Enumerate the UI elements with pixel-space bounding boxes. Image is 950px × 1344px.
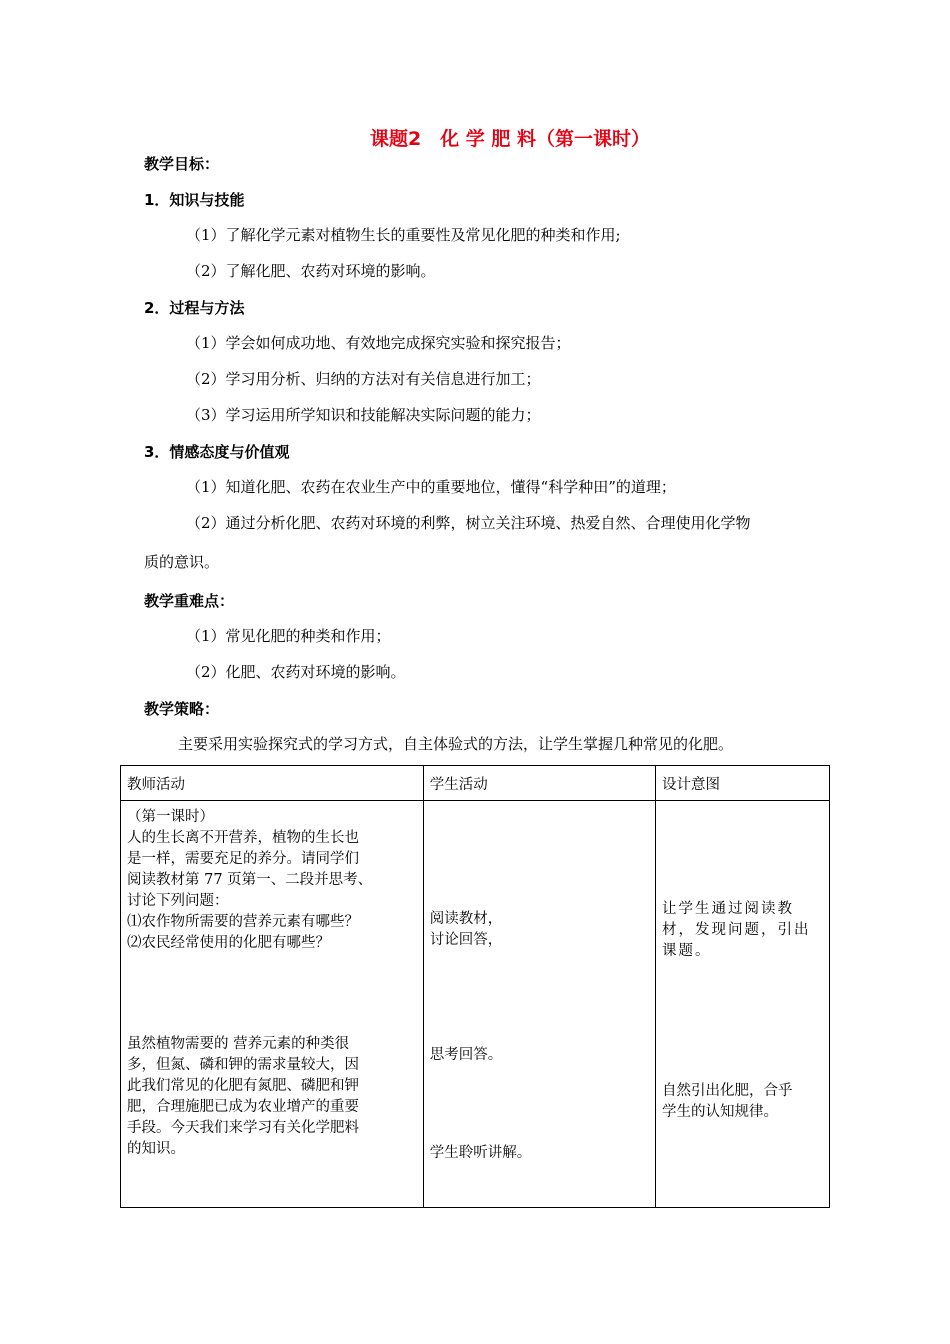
teacher-line: 多，但氮、磷和钾的需求量较大，因 <box>127 1057 359 1073</box>
section-item: （1）学会如何成功地、有效地完成探究实验和探究报告； <box>186 334 571 352</box>
section-item: （1）知道化肥、农药在农业生产中的重要地位，懂得“科学种田”的道理； <box>186 478 676 496</box>
key-points-heading: 教学重难点： <box>144 592 235 610</box>
student-line: 学生聆听讲解。 <box>429 1145 532 1161</box>
teacher-line: 的知识。 <box>127 1141 185 1157</box>
design-line: 学生的认知规律。 <box>662 1104 778 1120</box>
strategy-text: 主要采用实验探究式的学习方式，自主体验式的方法，让学生掌握几种常见的化肥。 <box>178 735 734 753</box>
header-student-activity: 学生活动 <box>423 766 655 801</box>
table-row <box>121 801 830 1208</box>
goals-heading: 教学目标： <box>144 155 220 173</box>
design-intent-cell <box>656 801 830 1208</box>
teacher-line: ⑵农民经常使用的化肥有哪些？ <box>127 935 330 951</box>
key-point-item: （2）化肥、农药对环境的影响。 <box>186 663 406 681</box>
design-line: 让学生通过阅读教 <box>662 901 794 917</box>
table-header-row <box>121 766 830 801</box>
section-heading: 3．情感态度与价值观 <box>144 443 290 461</box>
section-item-continuation: 质的意识。 <box>144 553 220 571</box>
teacher-line: 此我们常见的化肥有氮肥、磷肥和钾 <box>127 1078 359 1094</box>
header-design-intent: 设计意图 <box>656 766 830 801</box>
section-item: （2）了解化肥、农药对环境的影响。 <box>186 262 436 280</box>
teacher-line: 虽然植物需要的 营养元素的种类很 <box>127 1036 350 1052</box>
teacher-line: 人的生长离不开营养，植物的生长也 <box>127 830 359 846</box>
teacher-line: ⑴农作物所需要的营养元素有哪些？ <box>127 914 359 930</box>
section-item: （2）通过分析化肥、农药对环境的利弊，树立关注环境、热爱自然、合理使用化学物 <box>186 514 751 532</box>
design-line: 自然引出化肥，合乎 <box>662 1083 793 1099</box>
page-title: 课题2 化 学 肥 料（第一课时） <box>369 128 651 150</box>
student-line: 讨论回答， <box>429 932 503 948</box>
section-item: （2）学习用分析、归纳的方法对有关信息进行加工； <box>186 370 541 388</box>
student-line: 思考回答。 <box>429 1047 503 1063</box>
design-line: 材，发现问题，引出 <box>662 922 811 938</box>
teacher-line: 肥，合理施肥已成为农业增产的重要 <box>127 1099 359 1115</box>
teacher-line: 讨论下列问题： <box>127 893 229 909</box>
strategy-heading: 教学策略： <box>144 700 220 718</box>
section-heading: 2．过程与方法 <box>144 299 245 317</box>
teacher-line: 阅读教材第 77 页第一、二段并思考、 <box>127 872 373 888</box>
section-item: （3）学习运用所学知识和技能解决实际问题的能力； <box>186 406 541 424</box>
student-activity-cell <box>423 801 655 1208</box>
teacher-line: 手段。今天我们来学习有关化学肥料 <box>127 1120 359 1136</box>
student-line: 阅读教材， <box>429 911 503 927</box>
key-point-item: （1）常见化肥的种类和作用； <box>186 627 391 645</box>
teacher-line: （第一课时） <box>127 809 214 825</box>
design-line: 课题。 <box>662 943 712 959</box>
section-item: （1）了解化学元素对植物生长的重要性及常见化肥的种类和作用; <box>186 226 621 244</box>
teacher-activity-cell <box>121 801 424 1208</box>
teacher-line: 是一样，需要充足的养分。请同学们 <box>127 851 359 867</box>
section-heading: 1．知识与技能 <box>144 191 245 209</box>
lesson-table <box>120 765 830 1208</box>
header-teacher-activity: 教师活动 <box>121 766 424 801</box>
